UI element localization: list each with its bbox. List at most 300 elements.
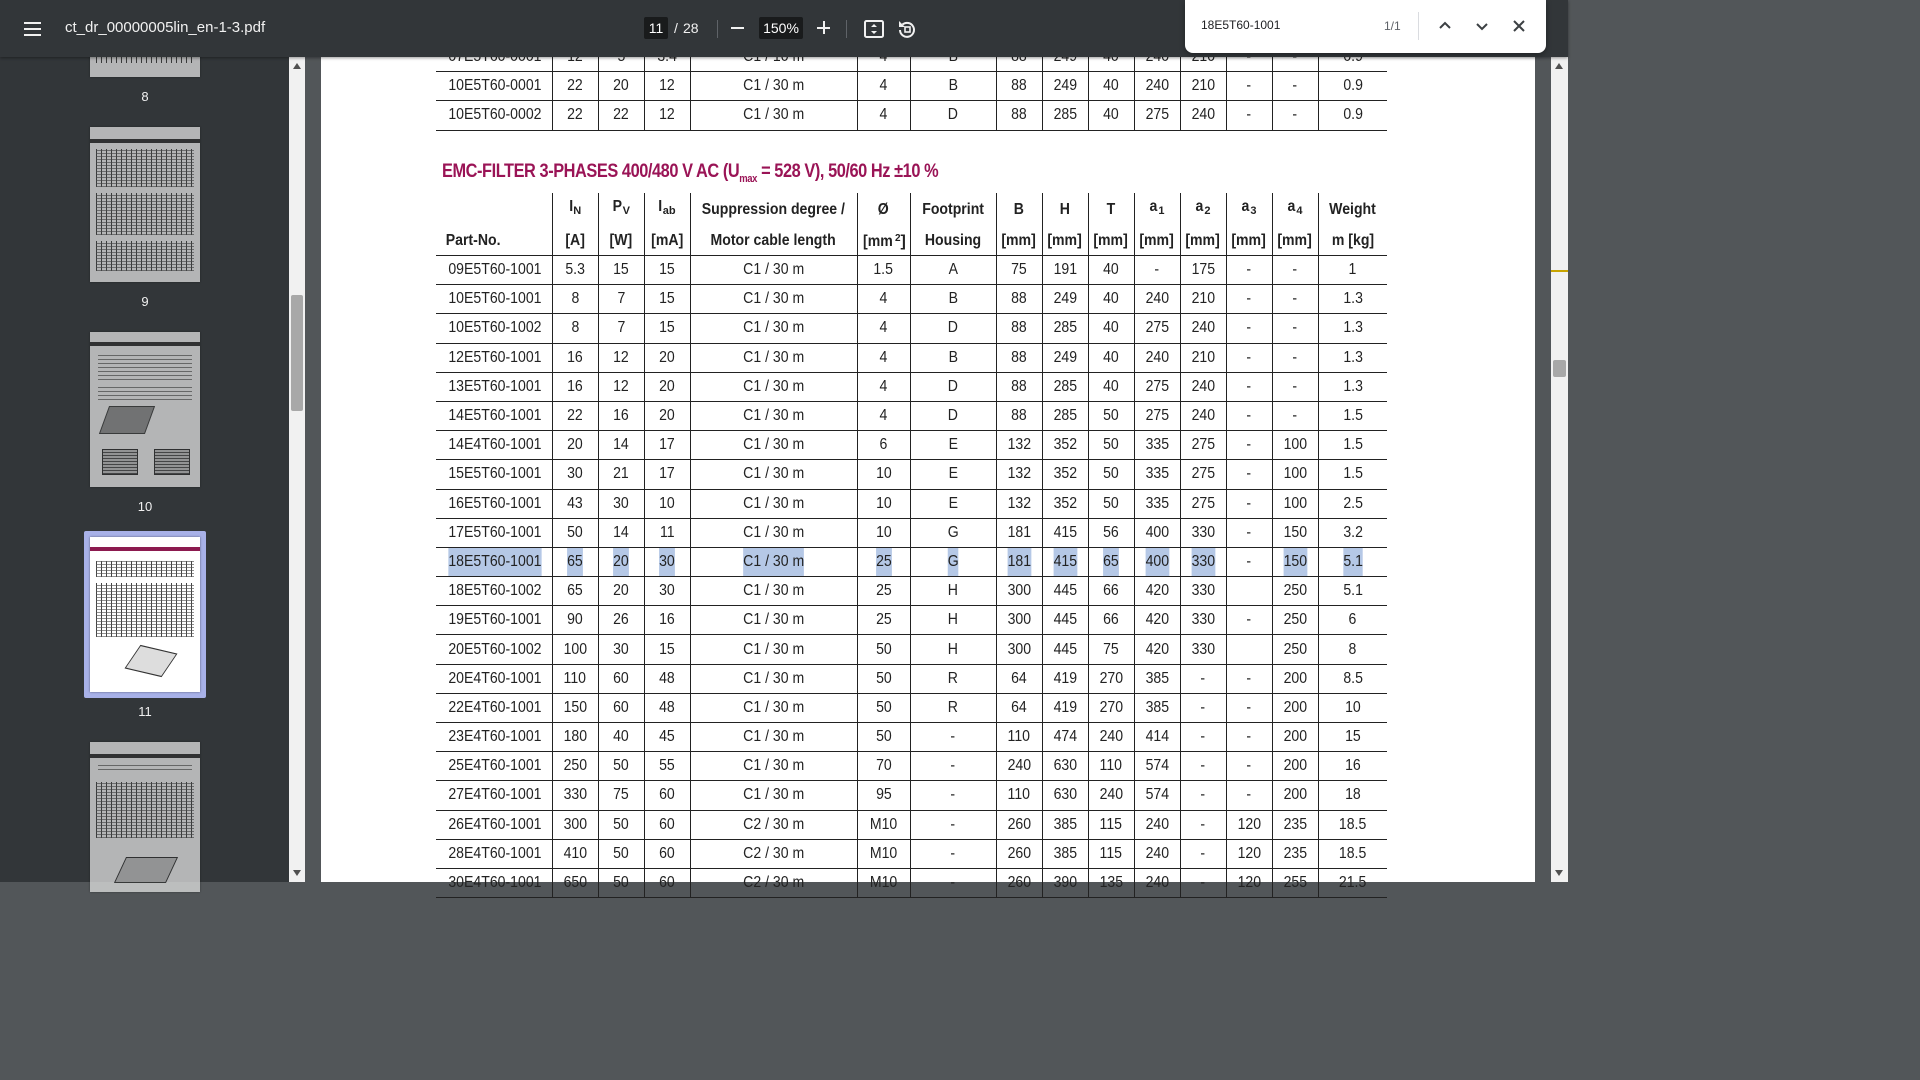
table-cell-text: C1 / 30 m: [742, 319, 805, 337]
table-cell-text: 15: [659, 290, 675, 308]
table-cell-text: C1 / 30 m: [742, 407, 805, 425]
table-cell: [644, 372, 690, 401]
table-cell-text: 285: [1053, 377, 1077, 395]
table-cell: [1042, 868, 1088, 897]
table-cell-text: 12: [613, 348, 629, 366]
table-cell-text: 330: [1191, 640, 1215, 658]
header-text: Suppression degree /: [701, 200, 846, 218]
table-cell: [1180, 489, 1226, 518]
table-cell: [1180, 518, 1226, 547]
table-cell: [644, 810, 690, 839]
table-cell-text: 16: [567, 377, 583, 395]
table-cell-text: 240: [1145, 815, 1169, 833]
table-cell: [1272, 285, 1318, 314]
table-cell: [910, 752, 996, 781]
page-thumbnail-selected[interactable]: [90, 537, 200, 692]
table-cell-text: 4: [879, 319, 888, 337]
table-cell-text: 0.9: [1342, 106, 1363, 124]
scrollbar-thumb[interactable]: [1553, 360, 1566, 377]
table-cell: [1180, 723, 1226, 752]
table-cell-text: -: [1292, 348, 1298, 366]
table-cell-text: 88: [1011, 77, 1027, 95]
table-cell: [996, 372, 1042, 401]
table-cell-text: 1.3: [1342, 319, 1363, 337]
table-cell-text: 335: [1145, 494, 1169, 512]
table-header-cell: [1180, 225, 1226, 256]
table-cell: [644, 460, 690, 489]
table-cell: [1042, 635, 1088, 664]
table-cell-text: C1 / 30 m: [742, 436, 805, 454]
table-cell-text: -: [1200, 844, 1206, 862]
table-cell-text: 18.5: [1339, 815, 1367, 833]
table-cell: [690, 723, 857, 752]
table-cell: [690, 547, 857, 576]
table-cell-text: 4: [879, 377, 888, 395]
table-cell: [552, 518, 598, 547]
header-subscript: 2: [1204, 205, 1211, 217]
table-header-cell: [690, 193, 857, 225]
table-cell: [996, 401, 1042, 430]
table-cell-text: -: [950, 874, 956, 892]
table-cell-text: 11: [659, 523, 675, 541]
table-cell-text: 25: [876, 548, 892, 576]
table-cell-text: 20: [659, 377, 675, 395]
header-text: I: [569, 198, 573, 215]
table-cell: [436, 431, 552, 460]
table-cell: [857, 72, 910, 101]
table-cell-text: 1.3: [1342, 348, 1363, 366]
table-cell: [690, 577, 857, 606]
table-cell-text: 132: [1007, 436, 1031, 454]
table-cell-text: C1 / 30 m: [742, 523, 805, 541]
table-cell-text: H: [947, 611, 959, 629]
table-cell-text: E: [948, 465, 958, 483]
table-header-cell: [910, 225, 996, 256]
table-cell: [1180, 547, 1226, 576]
table-cell: [996, 518, 1042, 547]
header-text: [mm]: [1185, 231, 1221, 249]
table-cell: [1272, 635, 1318, 664]
table-row: [436, 285, 1387, 314]
table-cell: [552, 489, 598, 518]
table-cell-text: 445: [1053, 640, 1077, 658]
table-cell: [644, 723, 690, 752]
table-cell-text: 40: [1103, 348, 1119, 366]
table-cell-text: 249: [1053, 77, 1077, 95]
table-cell: [910, 285, 996, 314]
table-cell-text: 30: [613, 640, 629, 658]
table-cell: [644, 693, 690, 722]
table-cell: [1088, 635, 1134, 664]
table-cell: [1318, 723, 1387, 752]
table-cell: [1226, 431, 1272, 460]
table-header-cell: [552, 193, 598, 225]
table-row: [436, 723, 1387, 752]
table-cell-text: 240: [1191, 319, 1215, 337]
page-thumbnail[interactable]: [90, 127, 200, 282]
table-cell-text: 50: [613, 815, 629, 833]
table-cell: [1226, 664, 1272, 693]
table-cell-text: 6: [1348, 611, 1357, 629]
table-cell-text: 3.2: [1342, 523, 1363, 541]
table-cell: [1134, 693, 1180, 722]
document-scrollbar[interactable]: [1551, 57, 1568, 882]
table-cell: [1042, 256, 1088, 285]
table-cell-text: 50: [875, 669, 892, 687]
table-cell-text: 65: [567, 548, 583, 576]
table-cell-text: 10: [659, 494, 675, 512]
table-cell: [1272, 518, 1318, 547]
table-cell-text: 75: [613, 786, 629, 804]
table-cell-text: 414: [1145, 728, 1169, 746]
table-cell: [1134, 518, 1180, 547]
table-cell-text: 64: [1011, 669, 1027, 687]
find-input[interactable]: 18E5T60-1001: [1201, 18, 1281, 32]
table-cell: [436, 723, 552, 752]
header-text: m [kg]: [1331, 231, 1374, 249]
table-cell: [910, 460, 996, 489]
table-cell: [1180, 343, 1226, 372]
table-cell-text: 5.1: [1342, 582, 1363, 600]
table-cell-text: 8: [1348, 640, 1357, 658]
table-cell: [857, 839, 910, 868]
table-cell-text: 50: [1103, 436, 1119, 454]
table-cell: [1180, 101, 1226, 130]
table-cell-text: 1.5: [1342, 465, 1363, 483]
table-row: [436, 577, 1387, 606]
table-cell-text: 210: [1191, 290, 1215, 308]
header-text: B: [1013, 200, 1025, 218]
table-cell-text: -: [1200, 669, 1206, 687]
table-cell-text: 420: [1145, 611, 1169, 629]
table-cell: [1180, 810, 1226, 839]
menu-icon[interactable]: [20, 16, 46, 42]
table-cell-text: 2.5: [1342, 494, 1363, 512]
search-match-marker: [1551, 270, 1568, 272]
table-cell-text: 25E4T60-1001: [448, 757, 542, 775]
table-cell: [552, 723, 598, 752]
table-cell: [1180, 401, 1226, 430]
rotate-icon[interactable]: [895, 17, 919, 41]
table-cell-text: 235: [1283, 815, 1307, 833]
table-cell: [1180, 372, 1226, 401]
table-cell: [436, 372, 552, 401]
table-cell: [598, 101, 644, 130]
table-cell-text: 210: [1191, 77, 1215, 95]
header-subscript: N: [573, 205, 582, 217]
table-row: [436, 781, 1387, 810]
table-header-cell: [644, 193, 690, 225]
table-cell: [690, 314, 857, 343]
table-cell: [1318, 256, 1387, 285]
header-text: [mA]: [650, 231, 684, 249]
table-row: [436, 635, 1387, 664]
table-cell-text: 574: [1145, 757, 1169, 775]
table-cell: [996, 839, 1042, 868]
table-cell-text: 630: [1053, 757, 1077, 775]
table-cell: [1226, 372, 1272, 401]
table-cell-text: 110: [563, 669, 587, 687]
table-header-cell: [436, 225, 552, 256]
table-cell: [552, 868, 598, 897]
table-cell: [857, 489, 910, 518]
table-cell-text: 20: [567, 436, 583, 454]
table-cell-text: 100: [563, 640, 587, 658]
table-cell-text: -: [1200, 757, 1206, 775]
table-cell: [1180, 314, 1226, 343]
toolbar-divider: [846, 20, 847, 38]
table-row: [436, 693, 1387, 722]
table-cell-text: 23E4T60-1001: [448, 728, 542, 746]
table-cell: [996, 314, 1042, 343]
table-header-cell: [910, 193, 996, 225]
zoom-in-icon[interactable]: [813, 17, 835, 39]
header-text: [mm]: [1001, 231, 1037, 249]
table-cell-text: 18E5T60-1002: [448, 582, 542, 600]
table-cell: [996, 101, 1042, 130]
page-thumbnail[interactable]: [90, 742, 200, 892]
table-cell-text: 60: [659, 786, 675, 804]
table-cell: [1088, 401, 1134, 430]
table-cell: [996, 606, 1042, 635]
table-cell: [1042, 723, 1088, 752]
table-cell: [1226, 285, 1272, 314]
table-cell: [996, 723, 1042, 752]
table-cell-text: 95: [875, 786, 892, 804]
table-cell: [598, 285, 644, 314]
table-cell: [1134, 810, 1180, 839]
table-cell-text: 330: [563, 786, 587, 804]
page-thumbnail[interactable]: [90, 332, 200, 487]
table-cell: [598, 839, 644, 868]
table-cell-text: 64: [1011, 698, 1027, 716]
table-cell: [644, 635, 690, 664]
table-cell-text: 20E4T60-1001: [448, 669, 542, 687]
zoom-out-icon[interactable]: [727, 17, 749, 39]
table-cell: [1226, 781, 1272, 810]
header-text: a: [1288, 198, 1296, 215]
table-cell: [1272, 606, 1318, 635]
table-cell: [690, 460, 857, 489]
table-cell: [1318, 285, 1387, 314]
table-header-cell: [1088, 193, 1134, 225]
table-cell: [1088, 723, 1134, 752]
table-cell: [1042, 431, 1088, 460]
table-cell: [1318, 489, 1387, 518]
sidebar-scrollbar[interactable]: [289, 57, 305, 882]
table-cell: [690, 606, 857, 635]
table-cell-text: 40: [1103, 377, 1119, 395]
emc-filter-table: [436, 193, 1387, 898]
table-cell-text: 275: [1145, 407, 1169, 425]
table-cell-text: 14: [613, 436, 629, 454]
table-cell-text: R: [947, 669, 959, 687]
table-cell-text: 352: [1053, 436, 1077, 454]
table-cell-text: C1 / 30 m: [742, 640, 805, 658]
table-cell: [1088, 752, 1134, 781]
table-cell-text: 65: [567, 582, 583, 600]
table-cell: [1318, 431, 1387, 460]
table-cell-text: 22: [567, 77, 583, 95]
table-cell-text: E: [948, 436, 958, 454]
table-cell-text: E: [948, 494, 958, 512]
table-cell: [857, 431, 910, 460]
table-row: [436, 401, 1387, 430]
toolbar-divider: [717, 20, 718, 38]
table-cell-text: 18E5T60-1001: [448, 548, 541, 576]
table-cell-text: 4: [879, 348, 888, 366]
table-cell: [996, 489, 1042, 518]
table-cell-text: 60: [659, 815, 675, 833]
table-cell: [996, 547, 1042, 576]
table-cell: [552, 693, 598, 722]
table-cell-text: 75: [1103, 640, 1119, 658]
table-header-cell: [1226, 225, 1272, 256]
table-cell: [1134, 72, 1180, 101]
table-cell: [1088, 868, 1134, 897]
table-cell-text: 150: [563, 698, 587, 716]
table-cell: [690, 810, 857, 839]
table-cell: [1318, 460, 1387, 489]
table-row: [436, 314, 1387, 343]
table-cell: [552, 839, 598, 868]
table-cell: [1272, 752, 1318, 781]
table-cell: [690, 752, 857, 781]
table-cell: [436, 664, 552, 693]
zoom-input[interactable]: 150%: [759, 17, 803, 39]
table-cell-text: M10: [869, 815, 898, 833]
table-cell: [857, 547, 910, 576]
table-cell-text: 200: [1283, 757, 1307, 775]
table-cell: [552, 343, 598, 372]
table-cell: [1226, 314, 1272, 343]
table-header-cell: [857, 225, 910, 256]
table-cell: [1042, 285, 1088, 314]
table-cell-text: 48: [659, 669, 675, 687]
table-cell-text: 240: [1145, 348, 1169, 366]
header-subscript: 4: [1296, 205, 1303, 217]
table-row: [436, 372, 1387, 401]
table-cell: [1318, 635, 1387, 664]
table-cell-text: D: [947, 377, 959, 395]
table-header-cell: [1272, 225, 1318, 256]
table-cell: [552, 606, 598, 635]
table-cell: [1180, 256, 1226, 285]
scroll-down-icon[interactable]: [293, 870, 301, 876]
thumbnail-label: 10: [137, 499, 153, 514]
table-cell-text: -: [1246, 698, 1252, 716]
scroll-up-icon[interactable]: [1555, 63, 1563, 69]
table-cell: [1134, 401, 1180, 430]
table-cell: [1318, 401, 1387, 430]
table-cell: [910, 72, 996, 101]
table-cell-text: 574: [1145, 786, 1169, 804]
table-cell-text: 260: [1007, 844, 1031, 862]
table-cell: [690, 781, 857, 810]
table-cell-text: 21: [613, 465, 629, 483]
scrollbar-thumb[interactable]: [291, 295, 303, 411]
table-header-cell: [598, 225, 644, 256]
table-cell-text: 14E5T60-1001: [448, 407, 542, 425]
table-cell-text: 249: [1053, 290, 1077, 308]
table-cell: [1318, 693, 1387, 722]
table-cell-text: 240: [1007, 757, 1031, 775]
table-row: [436, 839, 1387, 868]
table-cell-text: 300: [1007, 640, 1031, 658]
table-cell-text: 300: [563, 815, 587, 833]
table-cell-text: 17: [659, 436, 675, 454]
header-text: T: [1106, 200, 1116, 218]
table-cell: [598, 810, 644, 839]
table-cell-text: 27E4T60-1001: [448, 786, 542, 804]
table-cell: [1226, 343, 1272, 372]
table-cell: [1180, 781, 1226, 810]
scroll-down-icon[interactable]: [1555, 870, 1563, 876]
table-cell: [436, 839, 552, 868]
close-icon[interactable]: [1508, 15, 1530, 37]
table-cell: [857, 518, 910, 547]
table-cell: [552, 401, 598, 430]
table-cell-text: -: [950, 728, 956, 746]
table-cell: [1042, 547, 1088, 576]
table-cell: [436, 518, 552, 547]
fit-page-icon[interactable]: [862, 17, 886, 41]
table-header-cell: [1042, 225, 1088, 256]
table-cell-text: 120: [1237, 844, 1261, 862]
page-number-input[interactable]: 11: [644, 17, 668, 39]
table-cell-text: 66: [1103, 611, 1119, 629]
table-header-cell: [552, 225, 598, 256]
table-cell: [598, 460, 644, 489]
table-cell: [996, 256, 1042, 285]
table-cell-text: 43: [567, 494, 583, 512]
chevron-down-icon[interactable]: [1471, 15, 1493, 37]
table-cell-text: 250: [1283, 582, 1307, 600]
table-cell: [552, 285, 598, 314]
table-cell-text: 21.5: [1339, 874, 1367, 892]
table-cell-text: 270: [1099, 669, 1123, 687]
table-cell: [1088, 285, 1134, 314]
table-cell-text: 415: [1053, 523, 1077, 541]
table-cell: [1134, 752, 1180, 781]
table-cell-text: 40: [613, 728, 629, 746]
table-cell: [1180, 664, 1226, 693]
table-cell-text: 10E5T60-1002: [448, 319, 542, 337]
scroll-up-icon[interactable]: [293, 63, 301, 69]
table-cell: [1088, 606, 1134, 635]
header-superscript: 2: [894, 233, 901, 244]
header-text: Footprint: [922, 200, 984, 218]
table-cell-text: 50: [1103, 465, 1119, 483]
table-cell: [1272, 781, 1318, 810]
table-cell: [598, 547, 644, 576]
table-cell-text: B: [948, 77, 958, 95]
chevron-up-icon[interactable]: [1434, 15, 1456, 37]
table-cell-text: 22: [567, 407, 583, 425]
table-cell-text: 270: [1099, 698, 1123, 716]
table-cell: [690, 693, 857, 722]
table-cell: [1226, 810, 1272, 839]
table-cell-text: C1 / 30 m: [742, 728, 805, 746]
table-cell-text: D: [947, 407, 959, 425]
table-cell: [690, 839, 857, 868]
table-cell: [1226, 693, 1272, 722]
table-cell: [910, 314, 996, 343]
table-cell: [1272, 401, 1318, 430]
table-cell: [598, 868, 644, 897]
table-cell-text: 20: [659, 407, 675, 425]
table-cell-text: D: [947, 106, 959, 124]
